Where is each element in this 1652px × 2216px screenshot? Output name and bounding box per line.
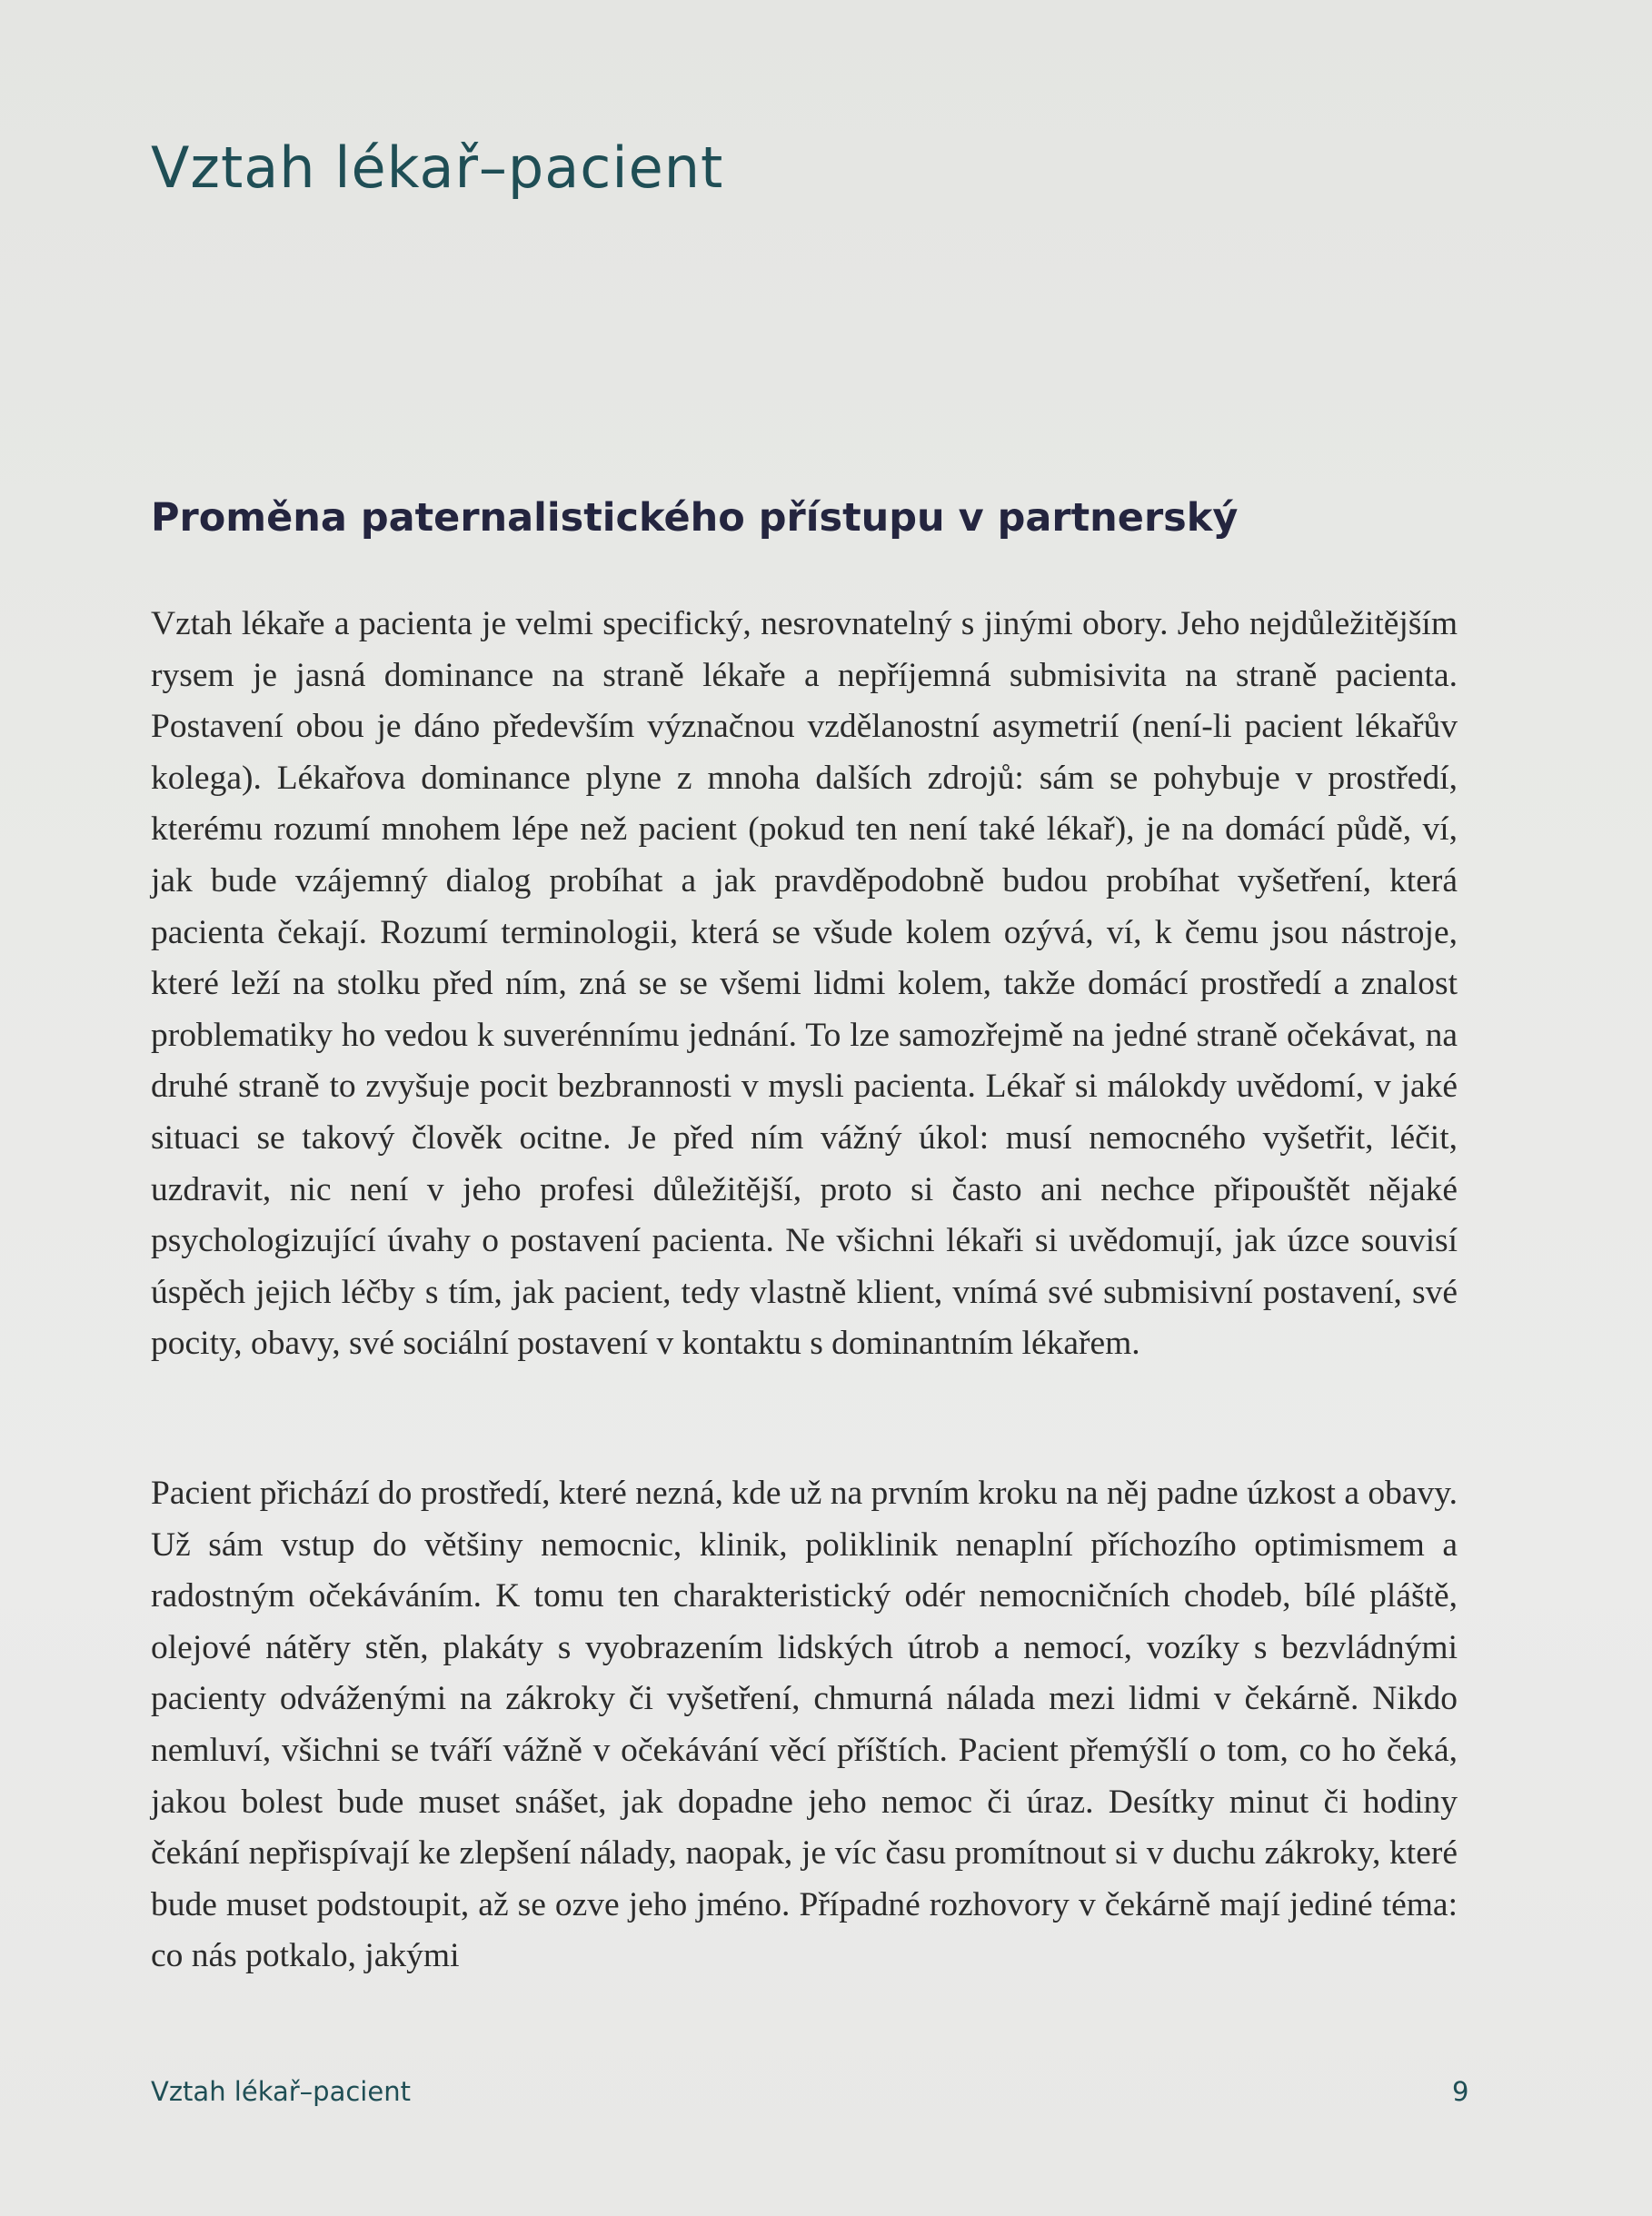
chapter-title: Vztah lékař–pacient xyxy=(151,134,724,201)
page-number: 9 xyxy=(1452,2076,1469,2107)
body-paragraph-2: Pacient přichází do prostředí, které nezná, kde už na prvním kroku na něj padne úzkost a obavy. Už sám vstup do většiny nemocnic, klinik, poliklinik nenaplní příchozího optimismem a radostným očekáváním. K tomu ten charakteristický odér nemocničních chodeb, bílé pláště, olejové nátěry stěn, plakáty s vyobrazením lidských útrob a nemocí, vozíky s bezvládnými pacienty odváženými na zákroky či vyšetření, chmurná nálada mezi lidmi v čekárně. Nikdo nemluví, všichni se tváří vážně v očekávání věcí příštích. Pacient přemýšlí o tom, co ho čeká, jakou bolest bude muset snášet, jak dopadne jeho nemoc či úraz. Desítky minut či hodiny čekání nepřispívají ke zlepšení nálady, naopak, je víc času promítnout si v duchu zákroky, které bude muset podstoupit, až se ozve jeho jméno. Případné rozhovory v čekárně mají jediné téma: co nás potkalo, jakými xyxy=(151,1475,1458,1975)
body-paragraph-1: Vztah lékaře a pacienta je velmi specifický, nesrovnatelný s jinými obory. Jeho nejdůležitějším rysem je jasná dominance na straně lékaře a nepříjemná submisivita na straně pacienta. Postavení obou je dáno především význačnou vzdělanostní asymetrií (není-li pacient lékařův kolega). Lékařova dominance plyne z mnoha dalších zdrojů: sám se pohybuje v prostředí, kterému rozumí mnohem lépe než pacient (pokud ten není také lékař), je na domácí půdě, ví, jak bude vzájemný dialog probíhat a jak pravděpodobně budou probíhat vyšetření, která pacienta čekají. Rozumí terminologii, která se všude kolem ozývá, ví, k čemu jsou nástroje, které leží na stolku před ním, zná se se všemi lidmi kolem, takže domácí prostředí a znalost problematiky ho vedou k suverénnímu jednání. To lze samozřejmě na jedné straně očekávat, na druhé straně to zvyšuje pocit bezbrannosti v mysli pacienta. Lékař si málokdy uvědomí, v jaké situaci se takový člověk ocitne. Je před ním vážný úkol: musí nemocného vyšetřit, léčit, uzdravit, nic není v jeho profesi důležitější, proto si často ani nechce připouštět nějaké psychologizující úvahy o postavení pacienta. Ne všichni lékaři si uvědomují, jak úzce souvisí úspěch jejich léčby s tím, jak pacient, tedy vlastně klient, vnímá své submisivní postavení, své pocity, obavy, své sociální postavení v kontaktu s dominantním lékařem. xyxy=(151,605,1458,1363)
section-heading: Proměna paternalistického přístupu v partnerský xyxy=(151,495,1239,541)
running-footer-title: Vztah lékař–pacient xyxy=(151,2076,411,2107)
